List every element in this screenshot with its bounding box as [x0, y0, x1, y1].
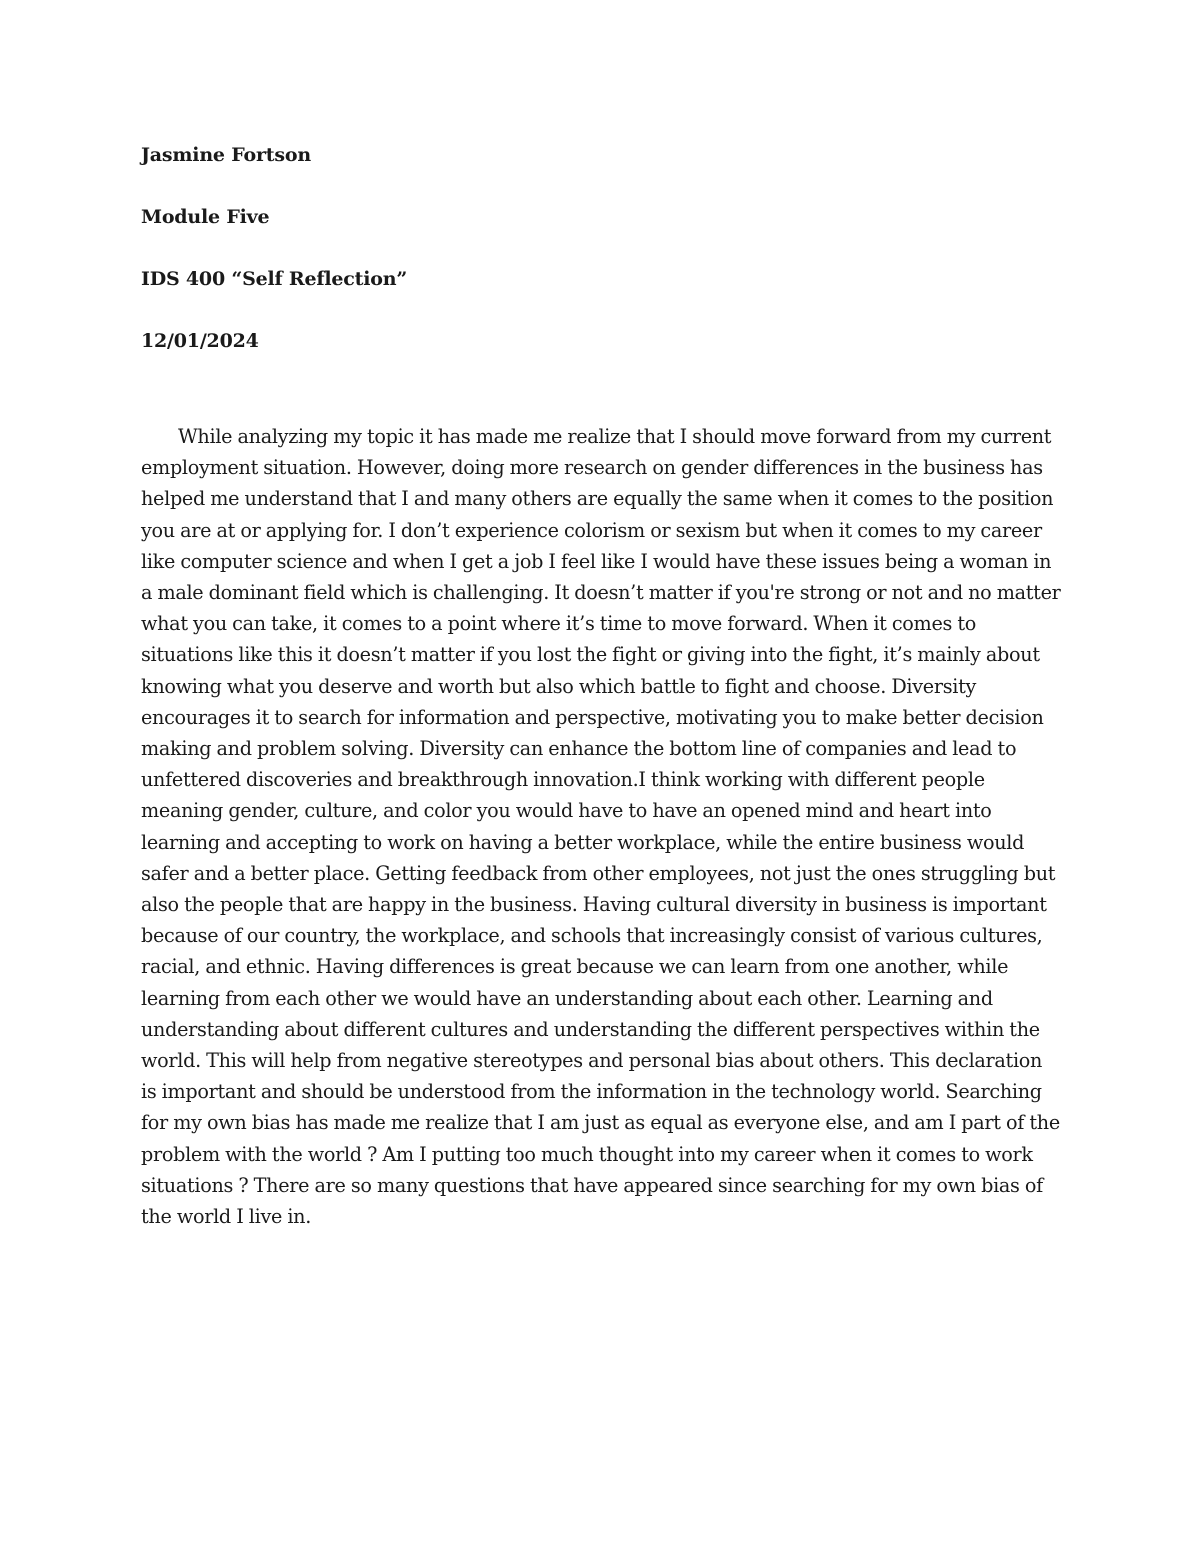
document-header [141, 140, 1061, 388]
module-label: Module Five [141, 206, 270, 228]
author-name: Jasmine Fortson [141, 144, 311, 166]
course-title: IDS 400 “Self Reflection” [141, 268, 408, 290]
document-date: 12/01/2024 [141, 330, 259, 352]
body-paragraph: While analyzing my topic it has made me realize that I should move forward from my current employment situation. However, doing more research on gender differences in the business has helped me understand that I and many others are equally the same when it comes to the position you are at or applying for. I don’t experience colorism or sexism but when it comes to my career like computer science and when I get a job I feel like I would have these issues being a woman in a male dominant field which is challenging. It doesn’t matter if you're strong or not and no matter what you can take, it comes to a point where it’s time to move forward. When it comes to situations like this it doesn’t matter if you lost the fight or giving into the fight, it’s mainly about knowing what you deserve and worth but also which battle to fight and choose. Diversity encourages it to search for information and perspective, motivating you to make better decision making and problem solving. Diversity can enhance the bottom line of companies and lead to unfettered discoveries and breakthrough innovation.I think working with different people meaning gender, culture, and color you would have to have an opened mind and heart into learning and accepting to work on having a better workplace, while the entire business would safer and a better place. Getting feedback from other employees, not just the ones struggling but also the people that are happy in the business. Having cultural diversity in business is important because of our country, the workplace, and schools that increasingly consist of various cultures, racial, and ethnic. Having differences is great because we can learn from one another, while learning from each other we would have an understanding about each other. Learning and understanding about different cultures and understanding the different perspectives within the world. This will help from negative stereotypes and personal bias about others. This declaration is important and should be understood from the information in the technology world. Searching for my own bias has made me realize that I am just as equal as everyone else, and am I part of the problem with the world ? Am I putting too much thought into my career when it comes to work situations ? There are so many questions that have appeared since searching for my own bias of the world I live in. [141, 425, 1061, 1229]
